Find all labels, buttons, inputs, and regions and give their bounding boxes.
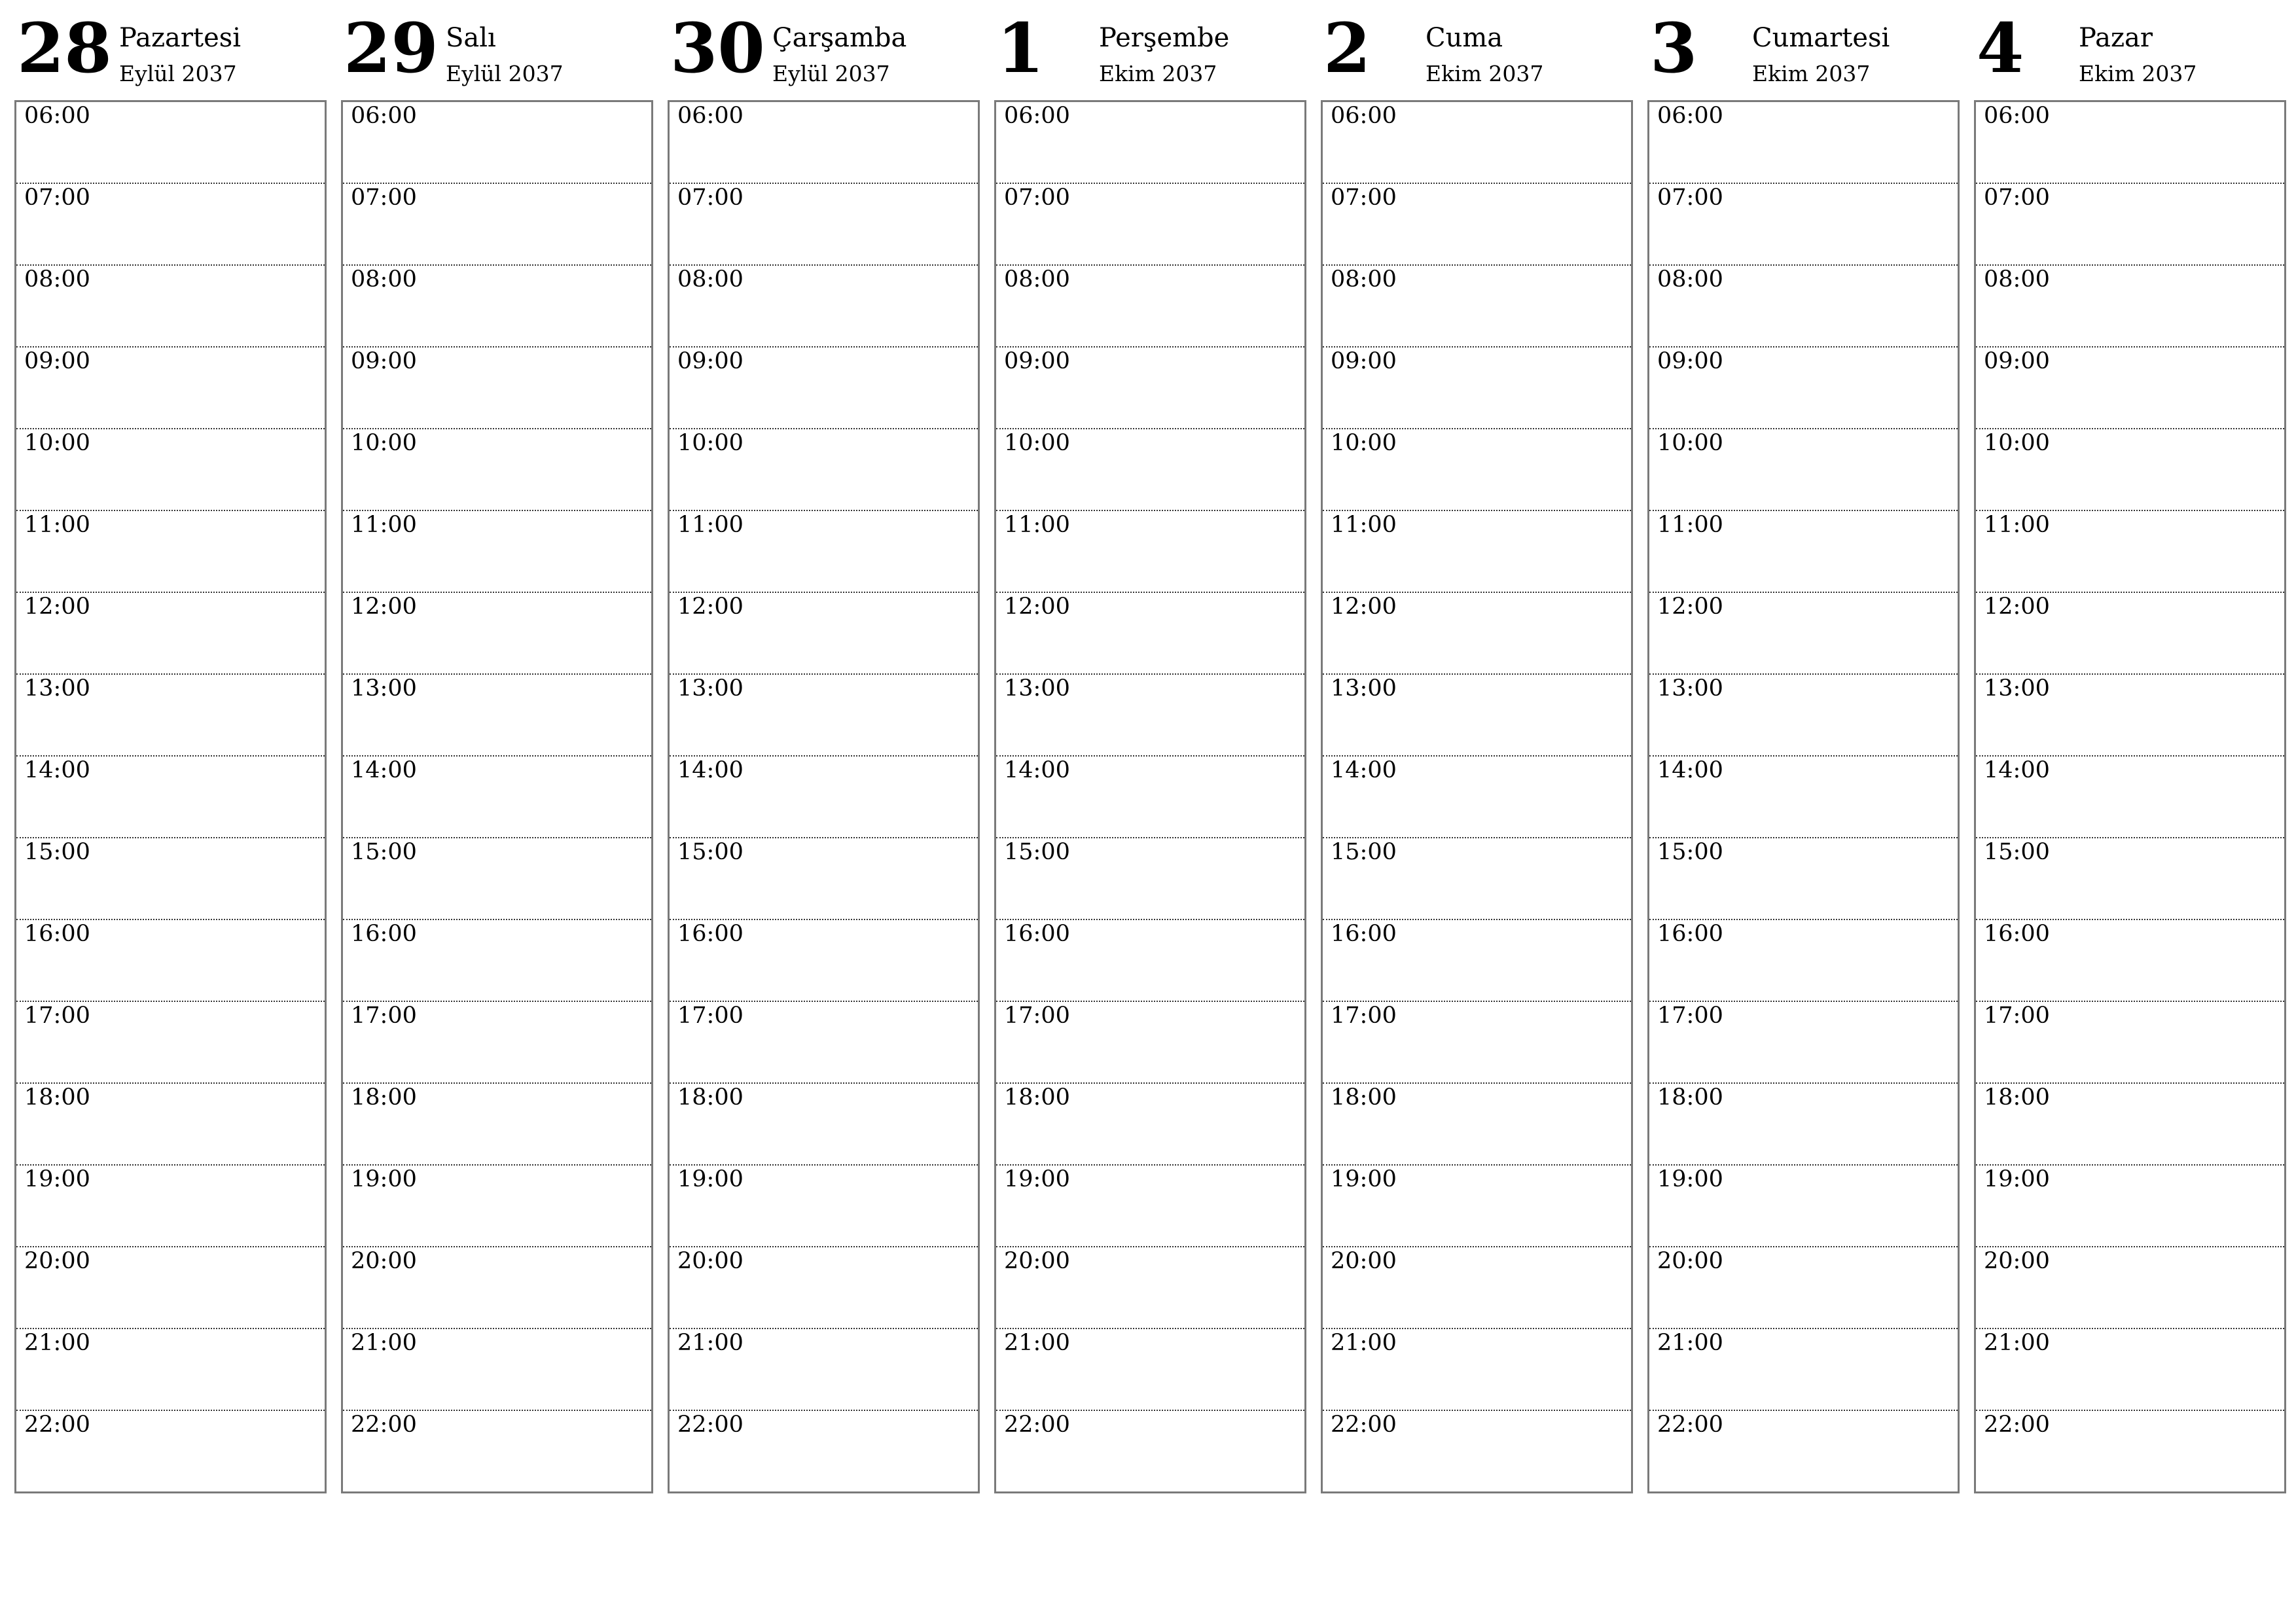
hour-label: 16:00 bbox=[1331, 921, 1397, 947]
hours-box bbox=[1974, 100, 2286, 1493]
hour-slot[interactable] bbox=[1976, 184, 2284, 266]
weekly-planner bbox=[14, 0, 2289, 1499]
hours-box bbox=[994, 100, 1306, 1493]
hour-label: 14:00 bbox=[1984, 757, 2050, 783]
hours-box bbox=[341, 100, 653, 1493]
hour-slot[interactable] bbox=[670, 920, 978, 1002]
hour-label: 06:00 bbox=[1331, 103, 1397, 129]
hour-label: 22:00 bbox=[1984, 1412, 2050, 1438]
hour-label: 20:00 bbox=[24, 1248, 90, 1274]
hour-slot[interactable] bbox=[670, 102, 978, 184]
hour-label: 17:00 bbox=[1657, 1003, 1723, 1029]
hour-label: 20:00 bbox=[1984, 1248, 2050, 1274]
hour-slot[interactable] bbox=[1976, 1166, 2284, 1247]
hour-slot[interactable] bbox=[16, 429, 325, 511]
hour-slot[interactable] bbox=[16, 102, 325, 184]
hour-label: 22:00 bbox=[677, 1412, 744, 1438]
hour-label: 07:00 bbox=[677, 185, 744, 211]
hour-slot[interactable] bbox=[996, 757, 1304, 838]
hour-slot[interactable] bbox=[1976, 1411, 2284, 1491]
hours-box bbox=[668, 100, 980, 1493]
hour-slot[interactable] bbox=[343, 675, 651, 757]
hour-label: 11:00 bbox=[24, 512, 90, 538]
hour-label: 12:00 bbox=[1331, 594, 1397, 620]
hour-slot[interactable] bbox=[343, 757, 651, 838]
hour-label: 12:00 bbox=[351, 594, 417, 620]
hour-label: 08:00 bbox=[1657, 266, 1723, 293]
hour-slot[interactable] bbox=[1323, 511, 1631, 593]
hour-label: 14:00 bbox=[1657, 757, 1723, 783]
hour-slot[interactable] bbox=[670, 1002, 978, 1084]
hour-label: 17:00 bbox=[351, 1003, 417, 1029]
hour-slot[interactable] bbox=[1649, 1084, 1958, 1166]
hour-label: 07:00 bbox=[1331, 185, 1397, 211]
hour-label: 16:00 bbox=[1984, 921, 2050, 947]
hour-slot[interactable] bbox=[670, 675, 978, 757]
hour-label: 21:00 bbox=[1657, 1330, 1723, 1356]
day-name: Pazar bbox=[2079, 23, 2153, 53]
hour-label: 19:00 bbox=[1984, 1166, 2050, 1192]
hour-label: 15:00 bbox=[1984, 839, 2050, 865]
hour-label: 10:00 bbox=[1657, 430, 1723, 456]
hour-slot[interactable] bbox=[1976, 675, 2284, 757]
hours-box bbox=[1321, 100, 1633, 1493]
hour-label: 14:00 bbox=[351, 757, 417, 783]
hour-label: 13:00 bbox=[1657, 675, 1723, 702]
hour-slot[interactable] bbox=[343, 1084, 651, 1166]
hour-label: 07:00 bbox=[24, 185, 90, 211]
hour-slot[interactable] bbox=[670, 1247, 978, 1329]
hour-slot[interactable] bbox=[1649, 184, 1958, 266]
hour-slot[interactable] bbox=[16, 266, 325, 348]
hour-label: 18:00 bbox=[677, 1084, 744, 1111]
hour-label: 08:00 bbox=[351, 266, 417, 293]
day-month: Ekim 2037 bbox=[1426, 61, 1544, 86]
hour-label: 22:00 bbox=[1657, 1412, 1723, 1438]
hour-slot[interactable] bbox=[16, 920, 325, 1002]
hour-label: 13:00 bbox=[1984, 675, 2050, 702]
hour-slot[interactable] bbox=[670, 511, 978, 593]
hour-label: 15:00 bbox=[1657, 839, 1723, 865]
hour-slot[interactable] bbox=[16, 184, 325, 266]
hour-slot[interactable] bbox=[343, 1329, 651, 1411]
hour-slot[interactable] bbox=[343, 920, 651, 1002]
day-number: 28 bbox=[17, 8, 112, 88]
hour-slot[interactable] bbox=[996, 675, 1304, 757]
hour-label: 13:00 bbox=[1004, 675, 1070, 702]
hour-label: 09:00 bbox=[1004, 348, 1070, 374]
hour-slot[interactable] bbox=[343, 1411, 651, 1491]
day-column-6 bbox=[1974, 0, 2286, 1499]
hour-slot[interactable] bbox=[343, 1002, 651, 1084]
hour-slot[interactable] bbox=[1649, 429, 1958, 511]
hour-label: 15:00 bbox=[677, 839, 744, 865]
hour-label: 06:00 bbox=[24, 103, 90, 129]
hour-slot[interactable] bbox=[1976, 1247, 2284, 1329]
hour-slot[interactable] bbox=[996, 266, 1304, 348]
hour-label: 09:00 bbox=[1984, 348, 2050, 374]
hour-slot[interactable] bbox=[1649, 1411, 1958, 1491]
hour-label: 17:00 bbox=[24, 1003, 90, 1029]
day-name: Pazartesi bbox=[119, 23, 242, 53]
hour-label: 16:00 bbox=[351, 921, 417, 947]
hour-label: 20:00 bbox=[1331, 1248, 1397, 1274]
hour-slot[interactable] bbox=[1649, 266, 1958, 348]
hour-slot[interactable] bbox=[1976, 1002, 2284, 1084]
hour-label: 17:00 bbox=[1331, 1003, 1397, 1029]
hour-label: 10:00 bbox=[1004, 430, 1070, 456]
hour-label: 19:00 bbox=[1331, 1166, 1397, 1192]
hour-slot[interactable] bbox=[996, 1084, 1304, 1166]
hour-slot[interactable] bbox=[996, 1247, 1304, 1329]
day-month: Eylül 2037 bbox=[119, 61, 237, 86]
hour-slot[interactable] bbox=[16, 675, 325, 757]
day-number: 3 bbox=[1650, 8, 1698, 88]
hour-slot[interactable] bbox=[1976, 1084, 2284, 1166]
hour-label: 06:00 bbox=[1004, 103, 1070, 129]
day-name: Cumartesi bbox=[1752, 23, 1890, 53]
hours-box bbox=[1647, 100, 1960, 1493]
day-column-1 bbox=[341, 0, 653, 1499]
hour-label: 07:00 bbox=[1004, 185, 1070, 211]
hour-label: 18:00 bbox=[1984, 1084, 2050, 1111]
hour-slot[interactable] bbox=[16, 1329, 325, 1411]
hour-slot[interactable] bbox=[1323, 1084, 1631, 1166]
hour-slot[interactable] bbox=[1323, 1002, 1631, 1084]
hour-slot[interactable] bbox=[16, 1166, 325, 1247]
hour-slot[interactable] bbox=[1323, 1247, 1631, 1329]
hour-label: 13:00 bbox=[24, 675, 90, 702]
hour-label: 11:00 bbox=[1657, 512, 1723, 538]
hour-label: 08:00 bbox=[1984, 266, 2050, 293]
hour-label: 11:00 bbox=[351, 512, 417, 538]
hour-slot[interactable] bbox=[1323, 266, 1631, 348]
hour-slot[interactable] bbox=[16, 757, 325, 838]
hour-label: 10:00 bbox=[1984, 430, 2050, 456]
hour-label: 21:00 bbox=[1984, 1330, 2050, 1356]
hour-label: 11:00 bbox=[1004, 512, 1070, 538]
day-month: Eylül 2037 bbox=[772, 61, 890, 86]
hour-label: 11:00 bbox=[1331, 512, 1397, 538]
hour-slot[interactable] bbox=[1976, 429, 2284, 511]
hour-slot[interactable] bbox=[670, 1166, 978, 1247]
hour-slot[interactable] bbox=[16, 1411, 325, 1491]
hour-slot[interactable] bbox=[670, 348, 978, 429]
hour-slot[interactable] bbox=[1649, 838, 1958, 920]
hour-slot[interactable] bbox=[1323, 184, 1631, 266]
hour-label: 14:00 bbox=[1331, 757, 1397, 783]
hour-slot[interactable] bbox=[1976, 757, 2284, 838]
hour-slot[interactable] bbox=[996, 838, 1304, 920]
hour-label: 12:00 bbox=[677, 594, 744, 620]
hour-slot[interactable] bbox=[996, 593, 1304, 675]
hour-label: 10:00 bbox=[677, 430, 744, 456]
hour-slot[interactable] bbox=[670, 429, 978, 511]
hour-slot[interactable] bbox=[996, 429, 1304, 511]
hour-slot[interactable] bbox=[343, 1247, 651, 1329]
hour-label: 06:00 bbox=[677, 103, 744, 129]
hour-label: 19:00 bbox=[677, 1166, 744, 1192]
hour-label: 20:00 bbox=[351, 1248, 417, 1274]
hour-label: 19:00 bbox=[1004, 1166, 1070, 1192]
hour-slot[interactable] bbox=[996, 1411, 1304, 1491]
hour-slot[interactable] bbox=[1976, 102, 2284, 184]
day-number: 30 bbox=[670, 8, 765, 88]
day-month: Ekim 2037 bbox=[2079, 61, 2197, 86]
hour-label: 17:00 bbox=[677, 1003, 744, 1029]
hour-label: 13:00 bbox=[677, 675, 744, 702]
hour-slot[interactable] bbox=[1323, 1329, 1631, 1411]
hour-slot[interactable] bbox=[343, 511, 651, 593]
hour-slot[interactable] bbox=[16, 1084, 325, 1166]
hour-label: 18:00 bbox=[1331, 1084, 1397, 1111]
hour-label: 06:00 bbox=[1657, 103, 1723, 129]
hour-label: 22:00 bbox=[24, 1412, 90, 1438]
day-header bbox=[14, 0, 327, 100]
hour-slot[interactable] bbox=[670, 757, 978, 838]
hour-slot[interactable] bbox=[1649, 1166, 1958, 1247]
hour-slot[interactable] bbox=[996, 1329, 1304, 1411]
hour-label: 21:00 bbox=[1331, 1330, 1397, 1356]
day-header bbox=[994, 0, 1306, 100]
hour-slot[interactable] bbox=[1323, 757, 1631, 838]
hour-label: 09:00 bbox=[24, 348, 90, 374]
day-header bbox=[1321, 0, 1633, 100]
hour-label: 22:00 bbox=[1331, 1412, 1397, 1438]
hour-label: 21:00 bbox=[24, 1330, 90, 1356]
hour-slot[interactable] bbox=[16, 1002, 325, 1084]
hour-label: 22:00 bbox=[351, 1412, 417, 1438]
day-column-3 bbox=[994, 0, 1306, 1499]
hour-label: 16:00 bbox=[24, 921, 90, 947]
hour-slot[interactable] bbox=[1323, 838, 1631, 920]
hour-label: 14:00 bbox=[677, 757, 744, 783]
hour-label: 06:00 bbox=[1984, 103, 2050, 129]
hour-label: 09:00 bbox=[351, 348, 417, 374]
hour-slot[interactable] bbox=[343, 184, 651, 266]
hour-label: 07:00 bbox=[1984, 185, 2050, 211]
hour-label: 18:00 bbox=[351, 1084, 417, 1111]
hour-slot[interactable] bbox=[1323, 1166, 1631, 1247]
day-column-0 bbox=[14, 0, 327, 1499]
hour-slot[interactable] bbox=[1976, 593, 2284, 675]
hour-slot[interactable] bbox=[1649, 348, 1958, 429]
hour-slot[interactable] bbox=[670, 593, 978, 675]
hour-slot[interactable] bbox=[343, 266, 651, 348]
hour-label: 17:00 bbox=[1004, 1003, 1070, 1029]
hour-label: 20:00 bbox=[677, 1248, 744, 1274]
day-header bbox=[341, 0, 653, 100]
hour-label: 21:00 bbox=[677, 1330, 744, 1356]
hour-slot[interactable] bbox=[1323, 920, 1631, 1002]
hour-label: 12:00 bbox=[1984, 594, 2050, 620]
hour-slot[interactable] bbox=[996, 348, 1304, 429]
hour-slot[interactable] bbox=[16, 838, 325, 920]
day-number: 1 bbox=[997, 8, 1045, 88]
hour-slot[interactable] bbox=[1649, 757, 1958, 838]
hour-slot[interactable] bbox=[1649, 920, 1958, 1002]
hour-label: 09:00 bbox=[1331, 348, 1397, 374]
hour-label: 12:00 bbox=[1657, 594, 1723, 620]
hour-slot[interactable] bbox=[1976, 348, 2284, 429]
hour-slot[interactable] bbox=[1649, 593, 1958, 675]
hour-label: 16:00 bbox=[1657, 921, 1723, 947]
hour-label: 12:00 bbox=[24, 594, 90, 620]
hour-slot[interactable] bbox=[16, 593, 325, 675]
hour-label: 15:00 bbox=[24, 839, 90, 865]
day-month: Ekim 2037 bbox=[1752, 61, 1871, 86]
day-header bbox=[668, 0, 980, 100]
hour-label: 14:00 bbox=[24, 757, 90, 783]
hour-label: 13:00 bbox=[1331, 675, 1397, 702]
hour-label: 08:00 bbox=[1331, 266, 1397, 293]
day-column-5 bbox=[1647, 0, 1960, 1499]
hour-label: 21:00 bbox=[351, 1330, 417, 1356]
hour-slot[interactable] bbox=[16, 348, 325, 429]
hour-slot[interactable] bbox=[996, 920, 1304, 1002]
day-name: Perşembe bbox=[1099, 23, 1230, 53]
hour-label: 08:00 bbox=[1004, 266, 1070, 293]
hour-label: 13:00 bbox=[351, 675, 417, 702]
day-name: Salı bbox=[446, 23, 496, 53]
hour-slot[interactable] bbox=[1323, 675, 1631, 757]
hour-label: 11:00 bbox=[677, 512, 744, 538]
hour-label: 10:00 bbox=[351, 430, 417, 456]
hour-slot[interactable] bbox=[670, 1411, 978, 1491]
hour-slot[interactable] bbox=[1976, 920, 2284, 1002]
hour-slot[interactable] bbox=[996, 1166, 1304, 1247]
hour-slot[interactable] bbox=[1976, 511, 2284, 593]
hour-label: 08:00 bbox=[677, 266, 744, 293]
hour-label: 15:00 bbox=[351, 839, 417, 865]
hour-label: 18:00 bbox=[1004, 1084, 1070, 1111]
hour-label: 18:00 bbox=[1657, 1084, 1723, 1111]
hour-slot[interactable] bbox=[670, 184, 978, 266]
day-column-2 bbox=[668, 0, 980, 1499]
day-header bbox=[1974, 0, 2286, 100]
hour-slot[interactable] bbox=[996, 102, 1304, 184]
day-number: 29 bbox=[344, 8, 439, 88]
hour-label: 20:00 bbox=[1657, 1248, 1723, 1274]
hour-slot[interactable] bbox=[343, 348, 651, 429]
hour-slot[interactable] bbox=[1649, 1329, 1958, 1411]
hour-slot[interactable] bbox=[1323, 348, 1631, 429]
day-column-4 bbox=[1321, 0, 1633, 1499]
hour-slot[interactable] bbox=[343, 838, 651, 920]
hour-slot[interactable] bbox=[1323, 102, 1631, 184]
hour-slot[interactable] bbox=[670, 838, 978, 920]
hour-slot[interactable] bbox=[1976, 1329, 2284, 1411]
day-number: 2 bbox=[1323, 8, 1371, 88]
hour-slot[interactable] bbox=[1976, 838, 2284, 920]
hour-slot[interactable] bbox=[1649, 675, 1958, 757]
hour-slot[interactable] bbox=[670, 1084, 978, 1166]
hour-slot[interactable] bbox=[996, 1002, 1304, 1084]
hour-label: 12:00 bbox=[1004, 594, 1070, 620]
hour-label: 22:00 bbox=[1004, 1412, 1070, 1438]
hour-slot[interactable] bbox=[1649, 1247, 1958, 1329]
hour-slot[interactable] bbox=[343, 593, 651, 675]
hour-slot[interactable] bbox=[670, 266, 978, 348]
hour-slot[interactable] bbox=[1976, 266, 2284, 348]
day-name: Çarşamba bbox=[772, 23, 907, 53]
hour-label: 06:00 bbox=[351, 103, 417, 129]
hour-slot[interactable] bbox=[16, 511, 325, 593]
day-month: Ekim 2037 bbox=[1099, 61, 1217, 86]
hour-label: 07:00 bbox=[351, 185, 417, 211]
hour-slot[interactable] bbox=[16, 1247, 325, 1329]
hour-label: 09:00 bbox=[1657, 348, 1723, 374]
hour-label: 19:00 bbox=[351, 1166, 417, 1192]
hour-label: 14:00 bbox=[1004, 757, 1070, 783]
hour-label: 16:00 bbox=[1004, 921, 1070, 947]
hour-slot[interactable] bbox=[343, 1166, 651, 1247]
hour-label: 17:00 bbox=[1984, 1003, 2050, 1029]
day-number: 4 bbox=[1977, 8, 2024, 88]
hour-label: 19:00 bbox=[1657, 1166, 1723, 1192]
hour-label: 09:00 bbox=[677, 348, 744, 374]
hour-label: 18:00 bbox=[24, 1084, 90, 1111]
hour-slot[interactable] bbox=[1323, 429, 1631, 511]
hours-box bbox=[14, 100, 327, 1493]
hour-label: 15:00 bbox=[1331, 839, 1397, 865]
hour-label: 07:00 bbox=[1657, 185, 1723, 211]
hour-slot[interactable] bbox=[996, 511, 1304, 593]
day-name: Cuma bbox=[1426, 23, 1503, 53]
hour-label: 10:00 bbox=[1331, 430, 1397, 456]
hour-slot[interactable] bbox=[1323, 1411, 1631, 1491]
hour-label: 16:00 bbox=[677, 921, 744, 947]
hour-label: 08:00 bbox=[24, 266, 90, 293]
hour-slot[interactable] bbox=[343, 102, 651, 184]
hour-slot[interactable] bbox=[1649, 102, 1958, 184]
hour-slot[interactable] bbox=[670, 1329, 978, 1411]
hour-label: 21:00 bbox=[1004, 1330, 1070, 1356]
hour-label: 10:00 bbox=[24, 430, 90, 456]
day-header bbox=[1647, 0, 1960, 100]
hour-slot[interactable] bbox=[1649, 511, 1958, 593]
hour-slot[interactable] bbox=[1323, 593, 1631, 675]
hour-slot[interactable] bbox=[343, 429, 651, 511]
hour-slot[interactable] bbox=[996, 184, 1304, 266]
day-month: Eylül 2037 bbox=[446, 61, 564, 86]
hour-label: 20:00 bbox=[1004, 1248, 1070, 1274]
hour-label: 15:00 bbox=[1004, 839, 1070, 865]
hour-label: 19:00 bbox=[24, 1166, 90, 1192]
hour-label: 11:00 bbox=[1984, 512, 2050, 538]
hour-slot[interactable] bbox=[1649, 1002, 1958, 1084]
